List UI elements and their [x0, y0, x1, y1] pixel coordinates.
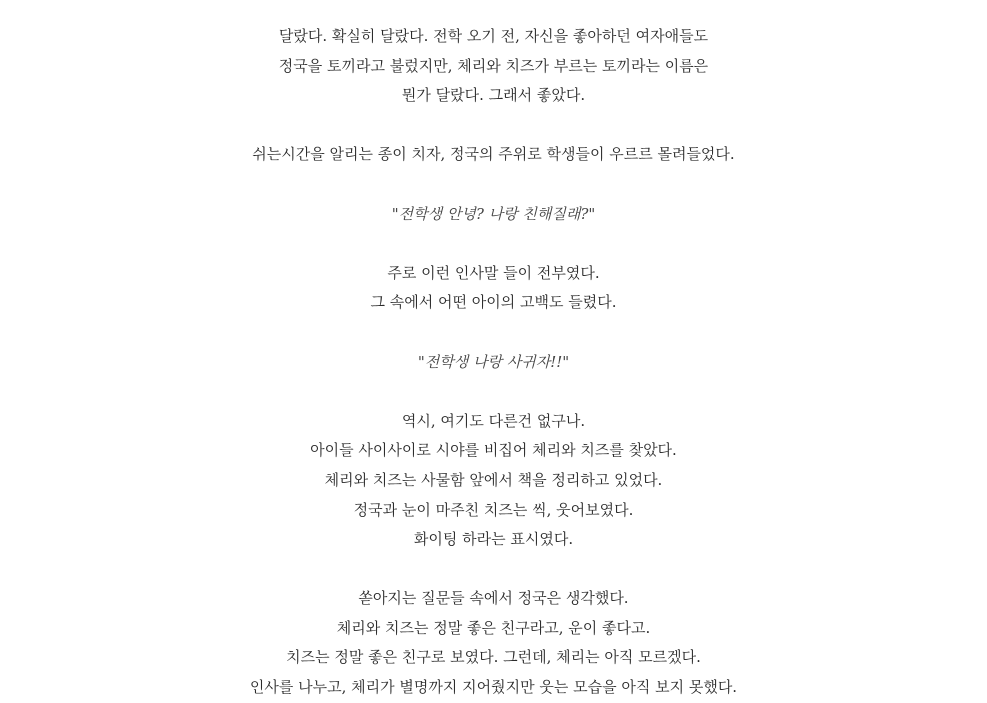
text-line: 정국을 토끼라고 불렀지만, 체리와 치즈가 부르는 토끼라는 이름은: [278, 56, 709, 75]
text-line: 쏟아지는 질문들 속에서 정국은 생각했다.: [358, 589, 629, 608]
text-line: 체리와 치즈는 정말 좋은 친구라고, 운이 좋다고.: [336, 618, 651, 637]
text-line: 정국과 눈이 마주친 치즈는 씩, 웃어보였다.: [353, 500, 634, 519]
text-line: 아이들 사이사이로 시야를 비집어 체리와 치즈를 찾았다.: [310, 441, 677, 460]
paragraph-gap: [0, 170, 987, 200]
text-line: 인사를 나누고, 체리가 별명까지 지어줬지만 웃는 모습을 아직 보지 못했다.: [249, 678, 738, 697]
paragraph-gap: [0, 229, 987, 259]
text-line: 뭔가 달랐다. 그래서 좋았다.: [401, 86, 586, 105]
dialogue-line: "전학생 나랑 사귀자!!": [417, 352, 570, 371]
story-text: [0, 22, 987, 703]
text-line: 역시, 여기도 다른건 없구나.: [401, 411, 586, 430]
text-line: 그 속에서 어떤 아이의 고백도 들렸다.: [370, 293, 617, 312]
paragraph-gap: [0, 555, 987, 585]
paragraph-gap: [0, 318, 987, 348]
text-line: 쉬는시간을 알리는 종이 치자, 정국의 주위로 학생들이 우르르 몰려들었다.: [252, 145, 735, 164]
text-line: 달랐다. 확실히 달랐다. 전학 오기 전, 자신을 좋아하던 여자애들도: [278, 27, 709, 45]
text-line: 주로 이런 인사말 들이 전부였다.: [387, 263, 600, 282]
text-line: 치즈는 정말 좋은 친구로 보였다. 그런데, 체리는 아직 모르겠다.: [286, 648, 701, 667]
dialogue-line: "전학생 안녕? 나랑 친해질래?": [391, 204, 596, 223]
text-line: 화이팅 하라는 표시였다.: [413, 530, 574, 549]
paragraph-gap: [0, 377, 987, 407]
paragraph-gap: [0, 111, 987, 141]
text-line: 체리와 치즈는 사물함 앞에서 책을 정리하고 있었다.: [324, 470, 663, 489]
